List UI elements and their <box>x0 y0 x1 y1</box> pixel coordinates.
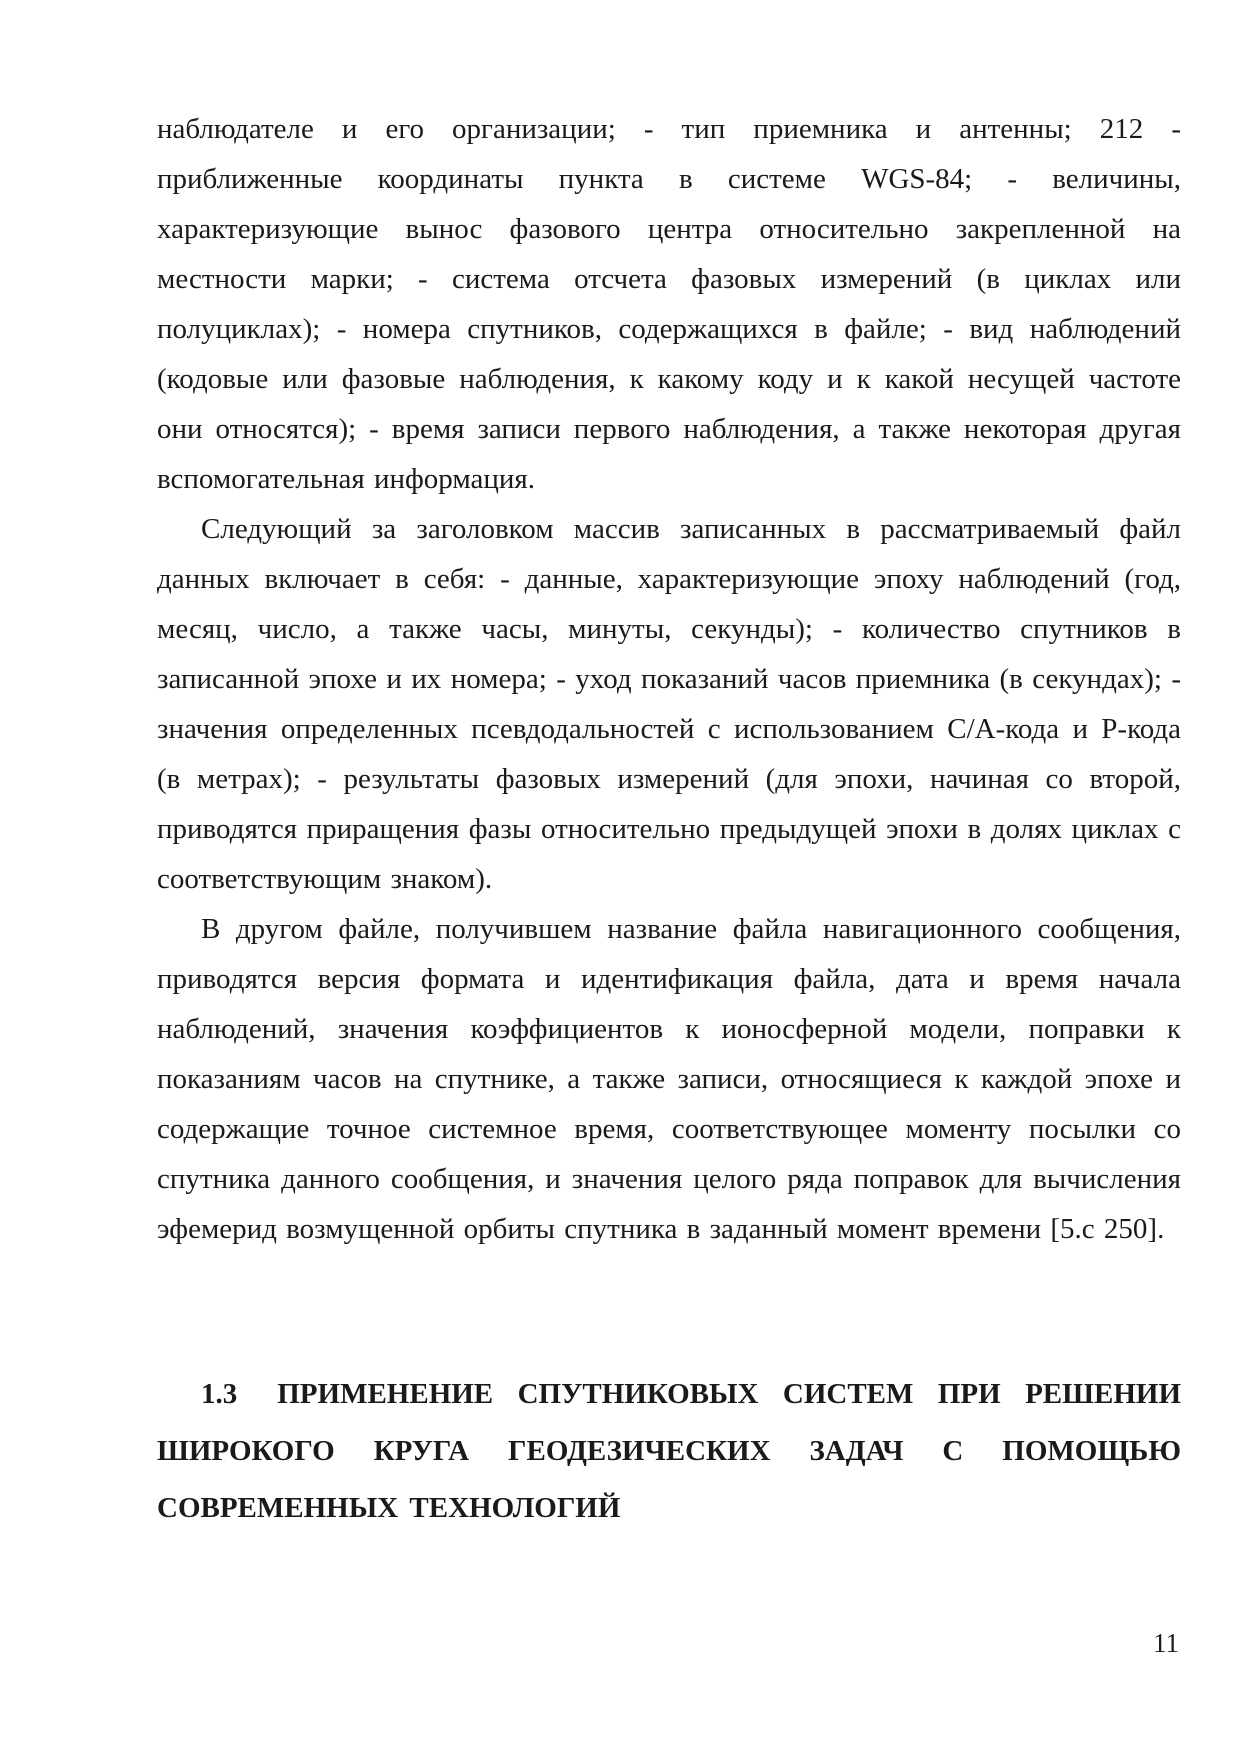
section-heading <box>157 1366 1181 1537</box>
section-heading-text: ПРИМЕНЕНИЕ СПУТНИКОВЫХ СИСТЕМ ПРИ РЕШЕНИИ ШИРОКОГО КРУГА ГЕОДЕЗИЧЕСКИХ ЗАДАЧ С ПОМОЩЬЮ СОВРЕМЕННЫХ ТЕХНОЛОГИЙ <box>157 1378 1181 1524</box>
section-heading-number: 1.3 <box>201 1378 238 1410</box>
paragraph-navigation-message-file: В другом файле, получившем название файла навигационного сообщения, приводятся версия формата и идентификация файла, дата и время начала наблюдений, значения коэффициентов к ионосферной модели, поправки к показаниям часов на спутнике, а также записи, относящиеся к каждой эпохе и содержащие точное системное время, соответствующее моменту посылки со спутника данного сообщения, и значения целого ряда поправок для вычисления эфемерид возмущенной орбиты спутника в заданный момент времени [5.с 250]. <box>157 913 1181 1245</box>
page-content <box>157 0 1181 1537</box>
paragraph-observation-file-header: наблюдателе и его организации; - тип приемника и антенны; 212 - приближенные координаты пункта в системе WGS-84; - величины, характеризующие вынос фазового центра относительно закрепленной на местности марки; - система отсчета фазовых измерений (в циклах или полуциклах); - номера спутников, содержащихся в файле; - вид наблюдений (кодовые или фазовые наблюдения, к какому коду и к какой несущей частоте они относятся); - время записи первого наблюдения, а также некоторая другая вспомогательная информация. <box>157 113 1181 495</box>
paragraph-observation-data-array: Следующий за заголовком массив записанных в рассматриваемый файл данных включает в себя: - данные, характеризующие эпоху наблюдений (год, месяц, число, а также часы, минуты, секунды); - количество спутников в записанной эпохе и их номера; - уход показаний часов приемника (в секундах); - значения определенных псевдодальностей с использованием C/A-кода и P-кода (в метрах); - результаты фазовых измерений (для эпохи, начиная со второй, приводятся приращения фазы относительно предыдущей эпохи в долях циклах с соответствующим знаком). <box>157 513 1181 895</box>
page-number: 11 <box>1153 1628 1179 1658</box>
